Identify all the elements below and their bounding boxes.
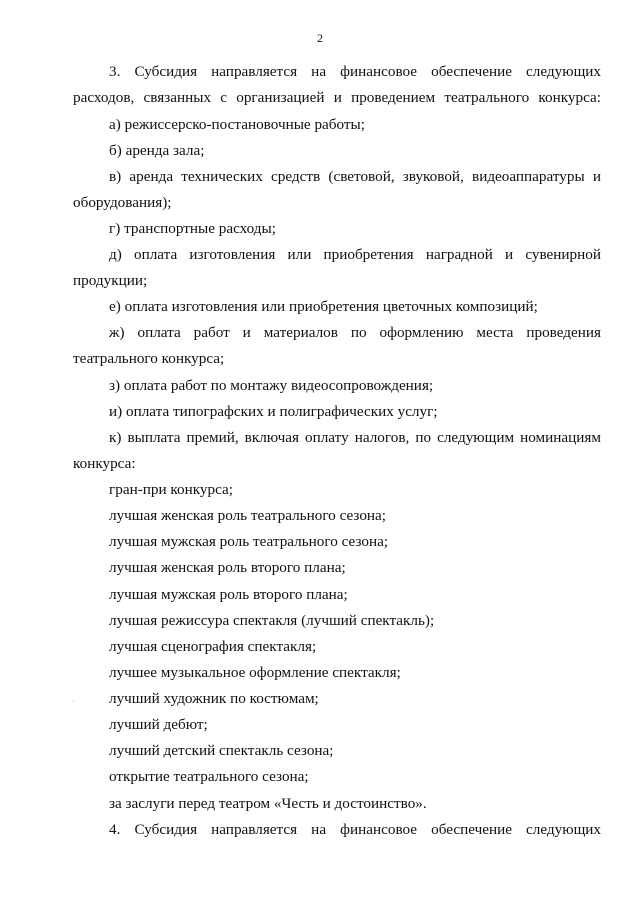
item-k-line-1: к) выплата премий, включая оплату налогов, по следующим номинациям [109, 429, 601, 446]
paragraph-3-line-1: 3. Субсидия направляется на финансовое обеспечение следующих [109, 63, 601, 80]
nomination-item: лучшая режиссура спектакля (лучший спектакль); [109, 612, 435, 629]
item-e: е) оплата изготовления или приобретения цветочных композиций; [109, 298, 538, 315]
nomination-item: лучший дебют; [109, 716, 208, 733]
page-number: 2 [317, 31, 323, 45]
item-zh-line-2: театрального конкурса; [73, 350, 225, 367]
item-v-line-2: оборудования); [73, 194, 172, 211]
item-d-line-2: продукции; [73, 272, 148, 289]
nomination-item: за заслуги перед театром «Честь и достоинство». [109, 795, 427, 812]
paragraph-4-line-1: 4. Субсидия направляется на финансовое обеспечение следующих [109, 821, 601, 838]
nomination-item: открытие театрального сезона; [109, 768, 309, 785]
item-zh-line-1: ж) оплата работ и материалов по оформлению места проведения [109, 324, 601, 341]
item-a: а) режиссерско-постановочные работы; [109, 116, 365, 133]
nomination-item: лучший художник по костюмам; [109, 690, 319, 707]
scan-speck [73, 700, 74, 702]
nomination-item: лучшая сценография спектакля; [109, 638, 317, 655]
nomination-item: лучшая мужская роль театрального сезона; [109, 533, 389, 550]
item-i: и) оплата типографских и полиграфических услуг; [109, 403, 438, 420]
nomination-item: лучшая женская роль второго плана; [109, 559, 346, 576]
item-d-line-1: д) оплата изготовления или приобретения наградной и сувенирной [109, 246, 601, 263]
nomination-item: лучшая мужская роль второго плана; [109, 586, 348, 603]
nomination-item: лучшее музыкальное оформление спектакля; [109, 664, 401, 681]
item-z: з) оплата работ по монтажу видеосопровождения; [109, 377, 434, 394]
item-b: б) аренда зала; [109, 142, 205, 159]
item-v-line-1: в) аренда технических средств (световой, звуковой, видеоаппаратуры и [109, 168, 601, 185]
nomination-item: лучшая женская роль театрального сезона; [109, 507, 387, 524]
item-k-line-2: конкурса: [73, 455, 136, 472]
nomination-item: гран-при конкурса; [109, 481, 233, 498]
paragraph-3-line-2: расходов, связанных с организацией и проведением театрального конкурса: [73, 89, 601, 106]
nomination-item: лучший детский спектакль сезона; [109, 742, 334, 759]
item-g: г) транспортные расходы; [109, 220, 276, 237]
